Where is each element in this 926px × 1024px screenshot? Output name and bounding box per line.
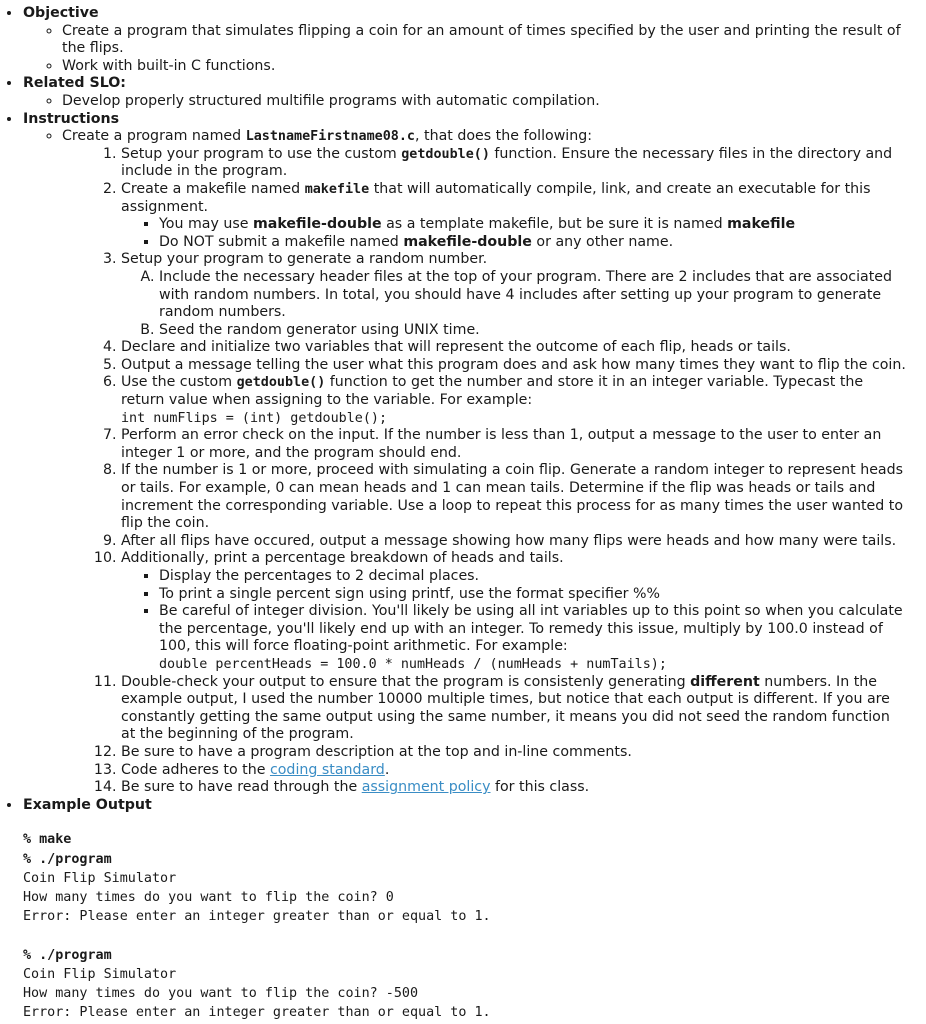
step-10-note — [159, 603, 906, 673]
step-bold: different — [690, 673, 760, 690]
code-example: double percentHeads = 100.0 * numHeads / (numHeads + numTails); — [159, 656, 667, 672]
step-2 — [121, 181, 906, 251]
step-text: that will automatically compile, link, and create an executable for this assignment. — [121, 180, 871, 215]
step-10-sublist — [121, 568, 906, 674]
step-text: for this class. — [490, 779, 590, 796]
step-text: numbers. In the example output, I used the number 10000 multiple times, but notice that each output is different. If you are constantly getting the same output using the same number, it means you did not seed the random function at the beginning of the program. — [121, 673, 890, 743]
note-bold: makefile-double — [403, 233, 532, 250]
step-3b: B. Seed the random generator using UNIX time. — [159, 322, 906, 340]
output-line: Error: Please enter an integer greater than or equal to 1. — [23, 909, 491, 925]
example-heading: Example Output — [23, 796, 152, 813]
slo-heading: Related SLO: — [23, 75, 126, 92]
note-text: Do NOT submit a makefile named — [159, 233, 404, 250]
step-code: getdouble() — [401, 146, 490, 162]
step-3a: A. Include the necessary header files at the top of your program. There are 2 includes that are associated with random numbers. In total, you should have 4 includes after setting up your program to generate random numbers. — [159, 269, 906, 322]
objective-list — [23, 23, 906, 76]
step-text: Double-check your output to ensure that the program is consistenly generating — [121, 673, 691, 690]
terminal-command: % ./program — [23, 851, 112, 867]
step-2-sublist — [121, 216, 906, 251]
step-text: function. Ensure the necessary files in the directory and include in the program. — [121, 145, 893, 180]
step-text: . — [384, 761, 390, 778]
step-6 — [121, 374, 906, 427]
output-line: Coin Flip Simulator — [23, 870, 177, 886]
step-4: 4. Declare and initialize two variables that will represent the outcome of each flip, heads or tails. — [121, 339, 906, 357]
step-text: Be sure to have read through the — [121, 779, 362, 796]
slo-item: ◦ Develop properly structured multifile programs with automatic compilation. — [62, 93, 906, 111]
objective-item: ◦ Work with built-in C functions. — [62, 58, 906, 76]
step-10 — [121, 550, 906, 673]
instructions-section — [22, 111, 906, 797]
step-2-note — [159, 216, 906, 234]
note-bold: makefile-double — [253, 216, 382, 233]
step-9: 9. After all flips have occured, output a message showing how many flips were heads and how many were tails. — [121, 533, 906, 551]
step-3 — [121, 251, 906, 339]
output-line: How many times do you want to flip the coin? 0 — [23, 889, 394, 905]
step-13 — [121, 762, 906, 780]
step-text: Use the custom — [121, 374, 237, 391]
step-text: Create a makefile named — [121, 180, 305, 197]
step-8: 8. If the number is 1 or more, proceed with simulating a coin flip. Generate a random integer to represent heads or tails. For example, 0 can mean heads and 1 can mean tails. Determine if the flip was heads or tails and increment the corresponding variable. Use a loop to repeat this process for as many times the user wanted to flip the coin. — [121, 462, 906, 532]
instructions-intro — [62, 128, 906, 797]
note-text: as a template makefile, but be sure it is named — [381, 216, 728, 233]
output-line: Coin Flip Simulator — [23, 966, 177, 982]
step-10-note: ▪ Display the percentages to 2 decimal places. — [159, 568, 906, 586]
objective-heading: Objective — [23, 5, 99, 21]
assignment-policy-link[interactable]: assignment policy — [361, 779, 491, 796]
intro-text: , that does the following: — [415, 128, 593, 145]
objective-section — [22, 5, 906, 75]
instructions-heading: Instructions — [23, 110, 120, 127]
step-10-note: ▪ To print a single percent sign using printf, use the format specifier %% — [159, 586, 906, 604]
output-line: Error: Please enter an integer greater than or equal to 1. — [23, 1005, 491, 1021]
step-11 — [121, 674, 906, 744]
section-list — [8, 5, 906, 814]
step-text: Setup your program to use the custom — [121, 145, 402, 162]
terminal-command: % make — [23, 832, 72, 848]
step-3-sublist — [121, 269, 906, 339]
note-text: Be careful of integer division. You'll likely be using all int variables up to this point so when you calculate the percentage, you'll likely end up with an integer. To remedy this issue, multiply by 100.0 instead of 100, this will force floating-point arithmetic. For example: — [159, 603, 903, 655]
step-1 — [121, 146, 906, 181]
step-code: getdouble() — [236, 375, 326, 391]
objective-item: ◦ Create a program that simulates flipping a coin for an amount of times specified by the user and printing the result of the flips. — [62, 23, 906, 58]
example-output — [23, 830, 906, 1022]
example-section — [22, 797, 906, 815]
step-12: 12. Be sure to have a program description at the top and in-line comments. — [121, 744, 906, 762]
step-14 — [121, 779, 906, 797]
output-line: How many times do you want to flip the coin? -500 — [23, 985, 419, 1001]
step-text: Code adheres to the — [121, 761, 270, 778]
step-5: 5. Output a message telling the user what this program does and ask how many times they want to flip the coin. — [121, 357, 906, 375]
slo-section — [22, 75, 906, 110]
step-2-note — [159, 234, 906, 252]
coding-standard-link[interactable]: coding standard — [269, 761, 385, 778]
terminal-command: % ./program — [23, 947, 112, 963]
step-text: Setup your program to generate a random number. — [121, 251, 488, 268]
filename-code: LastnameFirstname08.c — [245, 129, 415, 145]
step-text: Additionally, print a percentage breakdown of heads and tails. — [121, 550, 564, 567]
step-7: 7. Perform an error check on the input. If the number is less than 1, output a message to the user to enter an integer 1 or more, and the program should end. — [121, 427, 906, 462]
intro-text: Create a program named — [62, 128, 246, 145]
note-text: or any other name. — [531, 233, 674, 250]
slo-list — [23, 93, 906, 111]
steps-list — [62, 146, 906, 797]
instructions-list — [23, 128, 906, 797]
note-bold: makefile — [727, 216, 796, 233]
step-code: makefile — [304, 181, 370, 197]
step-text: function to get the number and store it in an integer variable. Typecast the return value when assigning to the variable. For example: — [121, 374, 864, 409]
code-example: int numFlips = (int) getdouble(); — [121, 410, 388, 426]
note-text: You may use — [159, 216, 254, 233]
